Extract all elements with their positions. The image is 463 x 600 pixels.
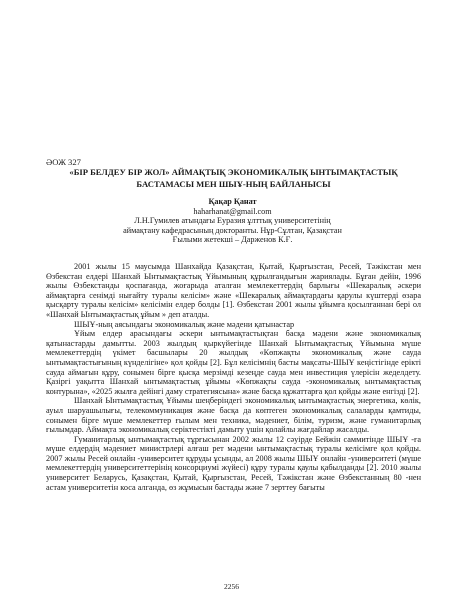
author-affiliation-1: Л.Н.Гумилев атындағы Еуразия ұлттық университетінің [134, 216, 331, 226]
author-email: haharhanat@gmail.com [193, 206, 272, 216]
author-affiliation-2: аймақтану кафедрасының докторанты. Нұр-Сұлтан, Қазақстан [123, 225, 342, 235]
author-supervisor: Ғылыми жетекші – Дарженов К.Ғ. [172, 235, 293, 245]
title-line-2: БАСТАМАСЫ МЕН ШЫҰ-НЫҢ БАЙЛАНЫСЫ [136, 179, 331, 189]
author-block [60, 197, 405, 245]
author-name: Қақар Қанат [208, 197, 257, 206]
paragraph: Ұйым елдер арасындағы әскери ынтымақтастықтан басқа мәдени және экономикалық қатынастарды дамытты. 2003 жылдың қыркүйегінде Шанхай Ынтымақтастық Ұйымына мүше мемлекеттердің үкімет басшылары 20 жылдық «Көпжақты экономикалық және сауда ынтымақтастығының күнделігіне» қол қойды [2]. Бұл келісімнің басты мақсаты-ШЫҰ кеңістігінде ерікті сауда аймағын құру, сонымен бірге қысқа мерзімді кезеңде сауда мен инвестиция үлерісін жеделдету. Қазіргі уақытта Шанхай ынтымақтастық ұйымы «Көпжақты сауда -экономикалық ынтымақтастық контурына», «2025 жылға дейінгі даму стратегиясына» және басқа құжаттарға қол қойды және енгізді [2]. [46, 329, 421, 396]
title-line-1: «БІР БЕЛДЕУ БІР ЖОЛ» АЙМАҚТЫҚ ЭКОНОМИКАЛЫҚ ЫНТЫМАҚТАСТЫҚ [69, 167, 398, 177]
page-number: 2256 [224, 582, 239, 591]
paper-body [46, 262, 421, 492]
paragraph: Гуманитарлық ынтымақтастық тұрғысынан 2002 жылы 12 сәуірде Бейжін саммитінде ШЫҰ -ға мүше елдердің мәдениет министрлері алғаш рет мәдени ынтымақтастық туралы келісімге қол қойды. 2007 жылы Ресей онлайн -университет құруды ұсынды, ал 2008 жылы ШЫҰ онлайн -университеті (мүше мемлекеттердің университеттерінің консорциумі жүйесі) құру туралы қаулы қабылданды [2]. 2010 жылы университет Беларусь, Қазақстан, Қытай, Қырғызстан, Ресей, Тәжікстан және Өзбекстанның 80 -нен астам университетін коса алганда, өз жұмысын бастады және 7 зерттеу бағыты [46, 434, 421, 492]
section-heading: ШЫҰ-ның аясындағы экономикалық және мәдени қатынастар [74, 319, 295, 329]
udk-code: ӘОЖ 327 [46, 157, 81, 167]
paragraph: 2001 жылы 15 маусымда Шанхайда Қазақстан, Қытай, Қырғызстан, Ресей, Тәжікстан мен Өзбекстан елдері Шанхай Ынтымақтастық Ұйымының құрылғандығын жариялады. Бұған дейін, 1996 жылы Өзбекстанды қоспағанда, жоғарыда аталған мемлекеттердің барлығы «Шекаралық әскери аймақтарға сенімді нығайту туралы келісім» және «Шекаралық аймақтардағы қарулы күштерді өзара қысқарту туралы келісім» келісімін елдер болды [1]. Өзбекстан 2001 жылы ұйымға қосылғаннан бері ол «Шанхай Ынтымақтастық ұйым » деп аталды. [46, 262, 421, 319]
paper-title [46, 166, 421, 190]
paragraph: Шанхай Ынтымақтастық Ұйымы шеңберіндегі экономикалық ынтымақтастық энергетика, көлік, ауыл шаруашылығы, телекоммуникация және басқа да көптеген экономикалық салаларды қамтиды, сонымен бірге мүше мемлекеттер ғылым мен техника, мәдениет, білім, туризм, және гуманитарлық ғылымдар. Аймақта экономикалық серіктестікті дамыту үшін қолайлы жағдайлар жасалды. [46, 396, 421, 435]
